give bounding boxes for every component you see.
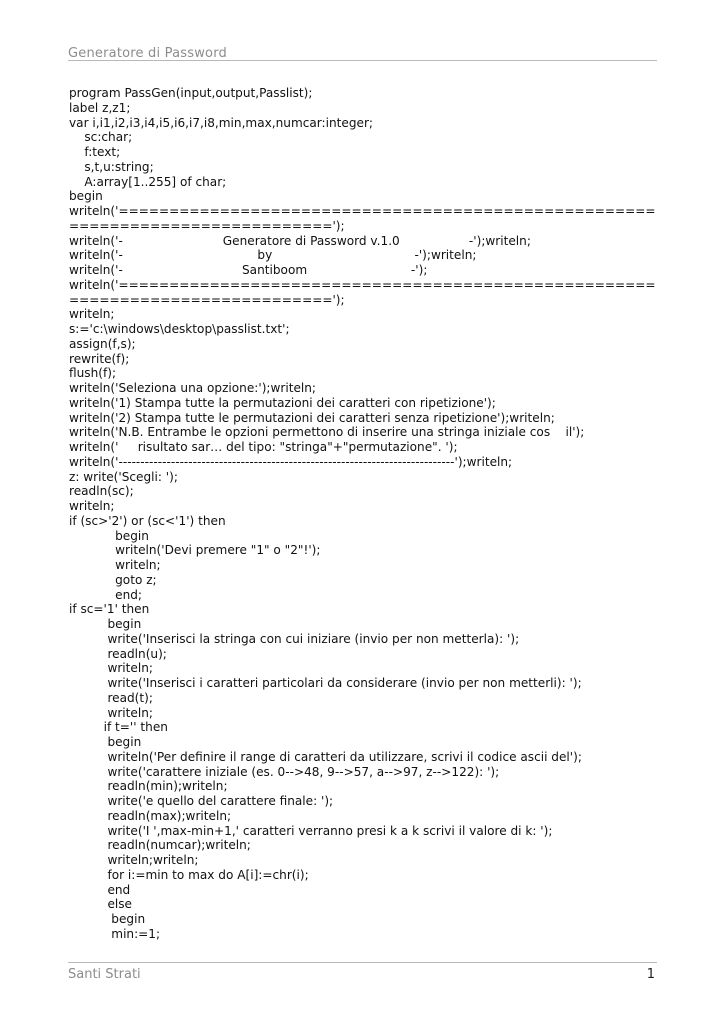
code-line: writeln; (69, 705, 153, 720)
code-line: writeln; (69, 558, 161, 572)
code-line: if t='' then (69, 720, 168, 735)
code-line: begin (69, 617, 142, 631)
code-line: writeln('N.B. Entrambe le opzioni permettono di inserire una stringa iniziale cos il'); (69, 425, 585, 440)
page-number: 1 (646, 967, 655, 982)
code-line: else (69, 897, 132, 912)
code-line: readln(numcar);writeln; (69, 838, 251, 853)
code-line: writeln('-----------------------------------------------------------------------------');writeln; (69, 454, 513, 469)
code-line: rewrite(f); (69, 351, 130, 366)
code-line: z: write('Scegli: '); (69, 469, 178, 484)
code-line: readln(max);writeln; (69, 808, 232, 823)
code-line: =========================='); (69, 292, 345, 307)
code-line: if (sc>'2') or (sc<'1') then (69, 513, 226, 528)
code-line: writeln('Per definire il range di caratteri da utilizzare, scrivi il codice ascii del'); (69, 749, 582, 764)
code-line: var i,i1,i2,i3,i4,i5,i6,i7,i8,min,max,numcar:integer; (69, 115, 373, 130)
code-line: begin (69, 528, 149, 543)
code-line: write('I ',max-min+1,' caratteri verranno presi k a k scrivi il valore di k: '); (69, 823, 553, 838)
code-line: read(t); (69, 690, 153, 705)
code-line: s:='c:\windows\desktop\passlist.txt'; (69, 322, 290, 336)
code-line: write('Inserisci i caratteri particolari da considerare (invio per non metterli): '); (69, 676, 582, 690)
code-line: writeln('Seleziona una opzione:');writeln; (69, 381, 316, 395)
code-line: writeln('===================================================== (69, 204, 656, 218)
code-line: min:=1; (69, 926, 161, 941)
code-line: writeln('- by -');writeln; (69, 248, 477, 263)
page-header (68, 42, 657, 61)
page-footer (68, 962, 657, 983)
code-line: write('e quello del carattere finale: '); (69, 794, 334, 808)
code-line: =========================='); (69, 218, 345, 233)
code-line: writeln(' risultato sar… del tipo: "stringa"+"permutazione". '); (69, 440, 458, 454)
code-listing (69, 86, 669, 942)
code-line: A:array[1..255] of char; (69, 174, 227, 189)
code-line: writeln; (69, 499, 115, 513)
code-line: s,t,u:string; (69, 159, 154, 174)
code-line: writeln; (69, 661, 153, 676)
code-line: if sc='1' then (69, 602, 150, 617)
code-line: writeln('2) Stampa tutte le permutazioni dei caratteri senza ripetizione');writeln; (69, 410, 555, 425)
code-line: writeln; (69, 307, 115, 322)
code-line: writeln('- Generatore di Password v.1.0 -');writeln; (69, 233, 531, 248)
code-line: writeln('1) Stampa tutte la permutazioni dei caratteri con ripetizione'); (69, 395, 496, 410)
code-line: readln(sc); (69, 484, 134, 499)
code-line: assign(f,s); (69, 336, 136, 351)
code-line: write('Inserisci la stringa con cui iniziare (invio per non metterla): '); (69, 631, 520, 646)
code-line: end (69, 882, 131, 897)
code-line: flush(f); (69, 366, 117, 381)
header-title: Generatore di Password (68, 46, 227, 61)
code-line: readln(u); (69, 646, 167, 661)
code-line: end; (69, 587, 142, 602)
code-line: f:text; (69, 145, 121, 159)
code-line: program PassGen(input,output,Passlist); (69, 86, 313, 100)
code-line: label z,z1; (69, 100, 131, 115)
code-line: write('carattere iniziale (es. 0-->48, 9-->57, a-->97, z-->122): '); (69, 764, 500, 779)
code-line: writeln;writeln; (69, 853, 199, 867)
code-line: goto z; (69, 572, 157, 587)
code-line: writeln('Devi premere "1" o "2"!'); (69, 543, 321, 558)
code-line: begin (69, 912, 146, 926)
code-line: for i:=min to max do A[i]:=chr(i); (69, 867, 309, 882)
code-line: writeln('===================================================== (69, 277, 656, 292)
footer-author: Santi Strati (68, 967, 141, 982)
code-line: begin (69, 189, 103, 204)
code-line: begin (69, 735, 142, 749)
code-line: readln(min);writeln; (69, 779, 228, 794)
code-line: sc:char; (69, 130, 133, 145)
code-line: writeln('- Santiboom -'); (69, 263, 428, 277)
